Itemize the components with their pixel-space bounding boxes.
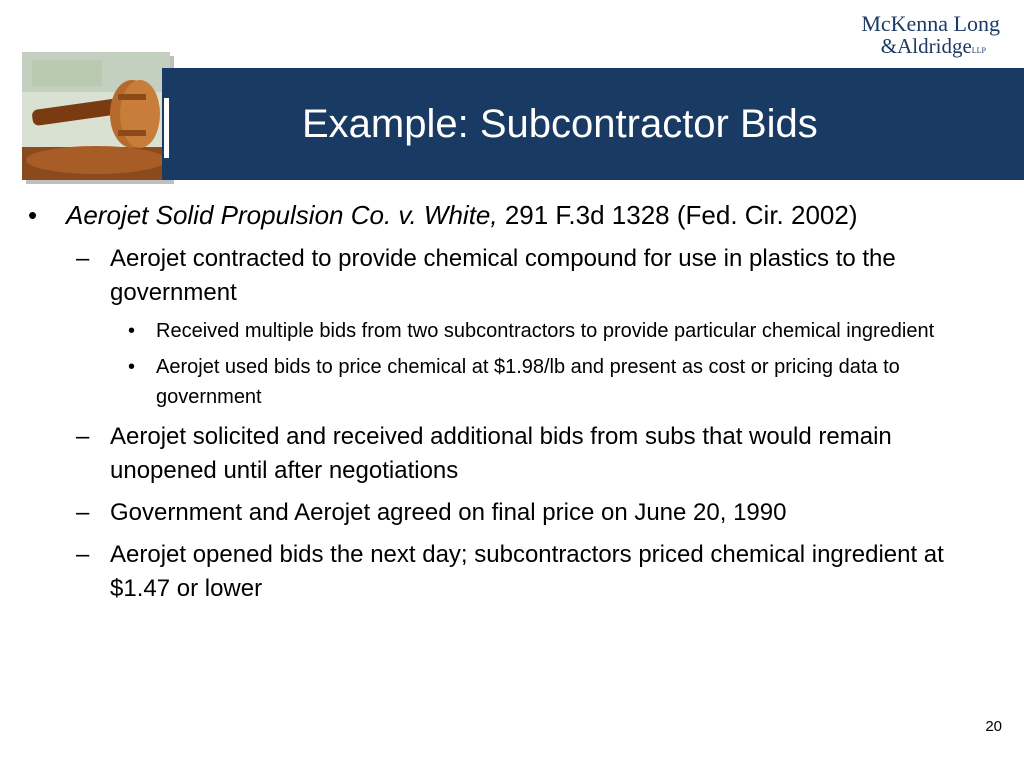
dash-bullet: – [76,245,90,272]
sub-sub-bullet-text: Received multiple bids from two subcontractors to provide particular chemical ingredient [156,320,935,342]
slide-body [28,196,988,606]
sub-bullet-text: Aerojet opened bids the next day; subcontractors priced chemical ingredient at $1.47 or lower [110,541,944,602]
sub-bullet-text: Aerojet contracted to provide chemical compound for use in plastics to the government [110,245,896,306]
firm-logo [861,12,1000,57]
gavel-icon [22,52,170,180]
sub-bullet-text: Aerojet solicited and received additional bids from subs that would remain unopened until after negotiations [110,423,892,484]
slide-title: Example: Subcontractor Bids [302,102,818,146]
bullet-dot: • [28,200,38,230]
sub-bullet [76,242,988,310]
sub-bullet-text: Government and Aerojet agreed on final price on June 20, 1990 [110,499,787,526]
bullet-dot: • [128,356,136,378]
dash-bullet: – [76,541,90,568]
bullet-dot: • [128,320,136,342]
logo-line-2: &AldridgeLLP [880,34,986,59]
title-bar [162,68,1024,180]
dash-bullet: – [76,423,90,450]
sub-bullet [76,538,988,606]
dash-bullet: – [76,499,90,526]
case-citation [66,196,988,234]
sub-sub-bullet-text: Aerojet used bids to price chemical at $1.98/lb and present as cost or pricing data to government [156,356,900,408]
page-number: 20 [985,718,1002,735]
sub-sub-bullet [128,316,988,346]
logo-line-1: McKenna Long [861,11,1000,36]
case-name: Aerojet Solid Propulsion Co. v. White, [66,200,498,230]
bullet-case [28,196,988,234]
sub-bullet [76,420,988,488]
logo-suffix: LLP [971,46,986,56]
title-bar-accent [164,98,169,158]
sub-sub-bullet [128,352,988,412]
gavel-image [22,52,170,180]
sub-bullet [76,496,988,530]
case-reference: 291 F.3d 1328 (Fed. Cir. 2002) [497,200,858,230]
